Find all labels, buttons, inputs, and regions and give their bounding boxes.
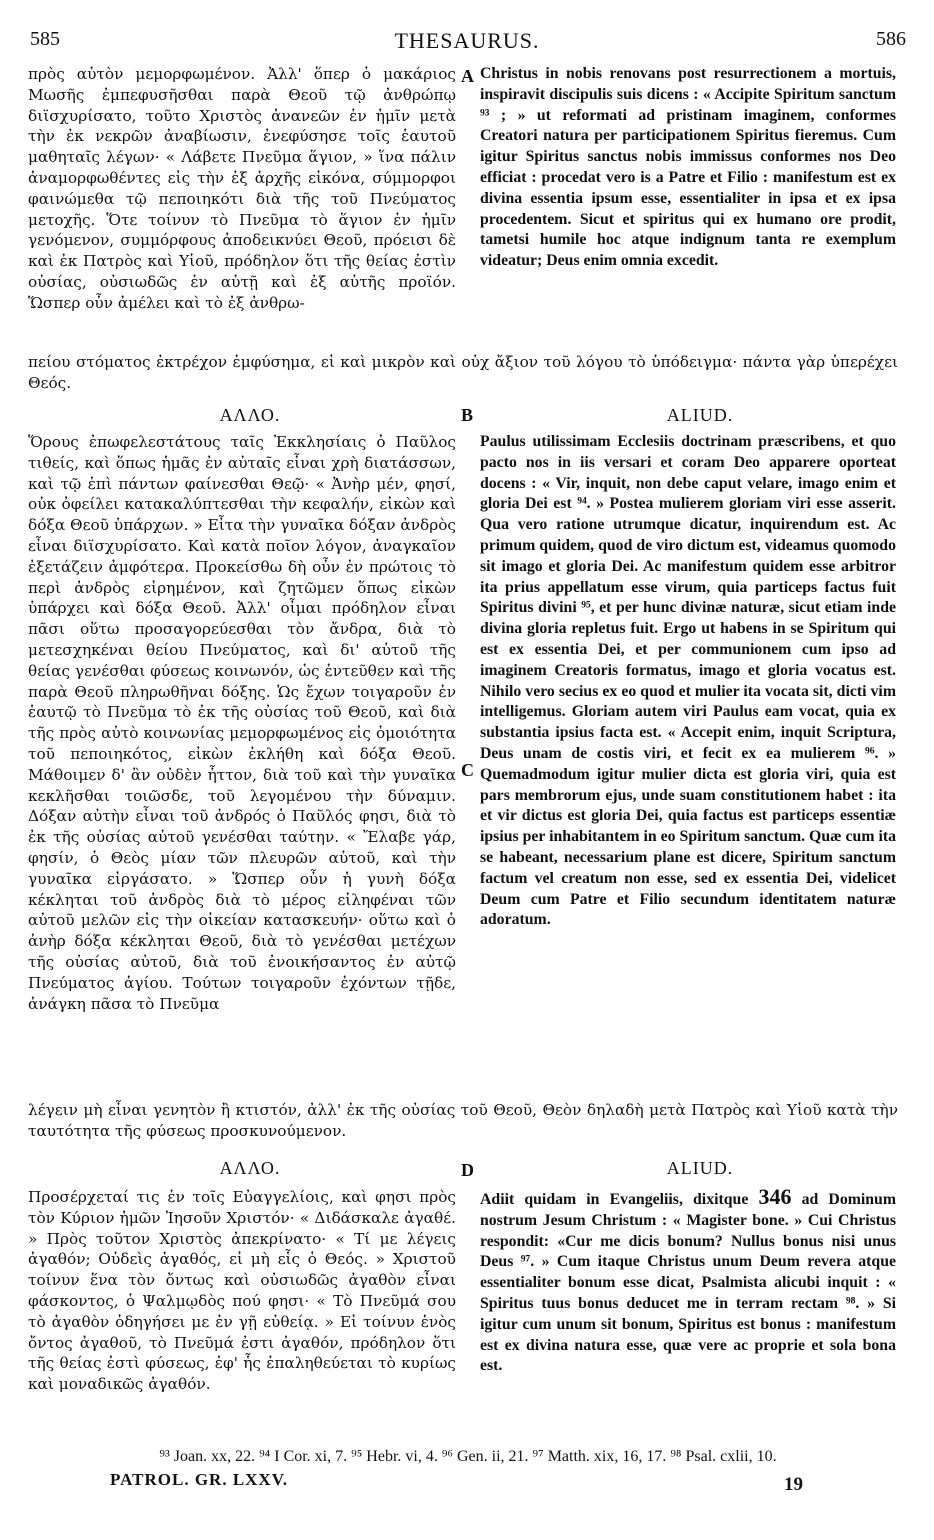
latin-section-heading-3: ALIUD.	[666, 1158, 734, 1178]
latin-text-pre: Adiit quidam in Evangeliis, dixitque	[480, 1191, 759, 1208]
margin-letter-c: C	[461, 760, 474, 780]
latin-section-heading-2: ALIUD.	[666, 405, 734, 425]
latin-column-section-3	[480, 1184, 896, 1377]
greek-column-section-3: Προσέρχεταί τις ἐν τοῖς Εὐαγγελίοις, καὶ φησι πρὸς τὸν Κύριον ἡμῶν Ἰησοῦν Χριστόν· « Διδάσκαλε ἀγαθέ. » Πρὸς τοῦτον Χριστὸς ἀπεκρίνατο· « Τί με λέγεις ἀγαθόν; Οὐδεὶς ἀγαθός, εἰ μὴ εἷς ὁ Θεός. » Χριστοῦ τοίνυν ἕνα τὸν ὄντως καὶ οὐσιωδῶς ἀγαθὸν εἶναι φάσκοντος, ὁ Ψαλμῳδὸς πού φησι· « Τὸ Πνεῦμά σου τὸ ἀγαθὸν ὁδηγήσει με ἐν γῇ εὐθείᾳ. » Εἰ τοίνυν ἑνὸς ὄντος ἀγαθοῦ, τὸ Πνεῦμά ἐστι ἀγαθόν, πρόδηλον ὅτι τῆς θείας ἐστὶ φύσεως, ἐφ' ἧς ἐπαληθεύεται τὸ κυρίως καὶ μοναδικῶς ἀγαθόν.	[28, 1188, 456, 1394]
greek-full-width-block-1: πείου στόματος ἐκτρέχον ἐμφύσημα, εἰ καὶ μικρὸν καὶ οὐχ ἄξιον τοῦ λόγου τὸ ὑπόδειγμα· πάντα γὰρ ὑπερέχει Θεός.	[28, 353, 898, 392]
patrology-reference: PATROL. GR. LXXV.	[110, 1470, 289, 1489]
greek-section-heading-3: ΑΛΛΟ.	[219, 1158, 281, 1178]
margin-letter-b: B	[461, 405, 474, 425]
footnotes: ⁹³ Joan. xx, 22. ⁹⁴ I Cor. xi, 7. ⁹⁵ Hebr. vi, 4. ⁹⁶ Gen. ii, 21. ⁹⁷ Matth. xix, 16, 17. ⁹⁸ Psal. cxlii, 10.	[159, 1448, 777, 1465]
margin-letter-a: A	[461, 66, 474, 86]
column-number: 346	[758, 1184, 792, 1209]
signature-mark: 19	[784, 1474, 803, 1495]
right-page-number: 586	[876, 28, 906, 50]
greek-section-heading-2: ΑΛΛΟ.	[219, 405, 281, 425]
latin-text-post: ad Dominum nostrum Jesum Christum : « Magister bone. » Cui Christus respondit: «Cur me dicis bonum? Nullus bonus nisi unus Deus ⁹⁷. » Cum itaque Christus unum Deum revera atque essentialiter bonum esse dicat, Psalmista alicubi inquit : « Spiritus tuus bonus deducet me in terram rectam ⁹⁸. » Si igitur cum unum sit bonum, Spiritus est bonus : manifestum est ex divina natura esse, quæ vere ac proprie et sola bona est.	[480, 1191, 896, 1375]
left-page-number: 585	[30, 28, 60, 50]
margin-letter-d: D	[461, 1160, 474, 1180]
greek-column-section-2: Ὅρους ἐπωφελεστάτους ταῖς Ἐκκλησίαις ὁ Παῦλος τιθείς, καὶ ὅπως ἡμᾶς ἐν αὐταῖς εἶναι χρὴ διατάσσων, καὶ τῷ ἐπὶ πάντων φαίνεσθαι Θεῷ· « Ἀνὴρ μέν, φησί, οὐκ ὀφείλει κατακαλύπτεσθαι τὴν κεφαλήν, εἰκὼν καὶ δόξα Θεοῦ ὑπάρχων. » Εἶτα τὴν γυναῖκα δόξαν ἀνδρὸς εἶναι διϊσχυρίσατο. Καὶ κατὰ ποῖον λόγον, ἀναγκαῖον ἐξετάζειν ἀμφότερα. Προκείσθω δὴ οὖν ἐν πρώτοις τὸ περὶ ἀνδρὸς εἰρημένον, καὶ ζητῶμεν ὅπως εἰκὼν ὑπάρχει καὶ δόξα Θεοῦ. Ἀλλ' οἶμαι πρόδηλον εἶναι πᾶσι οὕτω προσαγορεύεσθαι τὸν ἄνδρα, διὰ τὸ μετεσχηκέναι θείου Πνεύματος, καὶ δι' αὐτοῦ τῆς θείας γενέσθαι φύσεως κοινωνόν, ὡς ἐντεῦθεν καὶ τῆς παρὰ Θεοῦ πληρωθῆναι δόξης. Ὡς ἔχων τοιγαροῦν ἐν ἑαυτῷ τὸ Πνεῦμα τὸ ἐκ τῆς οὐσίας τοῦ Θεοῦ, καὶ διὰ τῆς πρὸς αὐτὸ κοινωνίας μεμορφωμένος εἰς ὁμοιότητα τοῦ πεποιηκότος, εἰκὼν ἐκλήθη καὶ δόξα Θεοῦ. Μάθοιμεν δ' ἂν οὐδὲν ἧττον, διὰ τοῦ καὶ τὴν γυναῖκα κεκλῆσθαι τοιῶσδε, τοῦ λεγομένου τὴν δύναμιν. Δόξαν αὐτὴν εἶναι τοῦ ἀνδρός ὁ Παῦλός φησι, διὰ τὸ ἐκ τῆς οὐσίας αὐτοῦ γενέσθαι ταύτην. « Ἔλαβε γάρ, φησίν, ὁ Θεὸς μίαν τῶν πλευρῶν αὐτοῦ, καὶ τὴν γυναῖκα εἰργάσατο. » Ὥσπερ οὖν ἡ γυνὴ δόξα κέκληται τοῦ ἀνδρὸς διὰ τὸ μέρος εἰληφέναι τῶν αὐτοῦ μελῶν εἰς τὴν οἰκείαν κατασκευήν· οὕτω καὶ ὁ ἀνὴρ δόξα κέκληται Θεοῦ, διὰ τὸ γενέσθαι μετέχων τῆς οὐσίας αὐτοῦ, διὰ τοῦ ἐνοικήσαντος ἐν αὐτῷ Πνεύματος ἁγίου. Τούτων τοιγαροῦν ἐχόντων τῇδε, ἀνάγκη πᾶσα τὸ Πνεῦμα	[28, 433, 456, 1013]
greek-column-block-1: πρὸς αὐτὸν μεμορφωμένον. Ἀλλ' ὅπερ ὁ μακάριος Μωσῆς ἐμπεφυσῆσθαι παρὰ Θεοῦ τῷ ἀνθρώπῳ διϊσχυρίσατο, τοῦτο Χριστὸς ἀνανεῶν ἐν ἡμῖν μετὰ τὴν ἐκ νεκρῶν ἀναβίωσιν, ἐνεφύσησε τοῖς ἑαυτοῦ μαθηταῖς λέγων· « Λάβετε Πνεῦμα ἅγιον, » ἵνα πάλιν ἀναμορφωθέντες εἰς τὴν ἐξ ἀρχῆς εἰκόνα, σύμμορφοι φαινώμεθα τῷ πεποιηκότι διὰ τῆς τοῦ Πνεύματος μετοχῆς. Ὅτε τοίνυν τὸ Πνεῦμα τὸ ἅγιον ἐν ἡμῖν γενόμενον, συμμόρφους ἀποδεικνύει Θεοῦ, πρόεισι δὲ καὶ ἐκ Πατρὸς καὶ Υἱοῦ, πρόδηλον ὅτι τῆς θείας ἐστὶν οὐσίας, οὐσιωδῶς ἐν αὐτῇ καὶ ἐξ αὐτῆς προϊόν. Ὥσπερ οὖν ἀμέλει καὶ τὸ ἐξ ἀνθρω-	[28, 65, 456, 312]
latin-column-block-1: Christus in nobis renovans post resurrectionem a mortuis, inspiravit discipulis suis dicens : « Accipite Spiritum sanctum ⁹³ ; » ut reformati ad pristinam imaginem, conformes Creatori natura per participationem Spiritus fieremus. Cum igitur Spiritus sanctus nobis immissus conformes nos Deo efficiat : procedat vero is a Patre et Filio : manifestum est ex divina essentia ipsum esse, essentialiter in ipsa et ex ipsa procedentem. Sicut et spiritus qui ex humano ore prodit, tametsi humile hoc atque indignum tanta re exemplum videatur; Deus enim omnia excedit.	[480, 65, 896, 270]
greek-full-width-section-2: λέγειν μὴ εἶναι γενητὸν ἢ κτιστόν, ἀλλ' ἐκ τῆς οὐσίας τοῦ Θεοῦ, Θεὸν δηλαδὴ μετὰ Πατρὸς καὶ Υἱοῦ κατὰ τὴν ταυτότητα τῆς φύσεως προσκυνούμενον.	[28, 1101, 898, 1140]
running-title: THESAURUS.	[394, 28, 540, 53]
latin-column-section-2: Paulus utilissimam Ecclesiis doctrinam præscribens, et quo pacto nos in iis versari et coram Deo apparere oporteat docens : « Vir, inquit, non debe caput velare, imago enim et gloria Dei est ⁹⁴. » Postea mulierem gloriam viri esse asserit. Qua vero ratione utrumque dicatur, inquirendum est. Ac primum quidem, quod de viro dictum est, videamus quomodo sit imago et gloria Dei. Ac manifestum quidem esse arbitror ita prius appellatum esse virum, quia particeps factus fuit Spiritus divini ⁹⁵, et per hunc divinæ naturæ, sicut etiam inde divina gloria repletus fuit. Ergo ut habens in se Spiritum qui est ex essentia Dei, et per communionem cum ipso ad imaginem Creatoris formatus, imago et gloria vocatus est. Nihilo vero secius ex eo quod et mulier ita vocata sit, dicti vim intelligemus. Gloriam autem viri Paulus eam vocat, quia ex substantia ipsius facta est. « Accepit enim, inquit Scriptura, Deus unam de costis viri, et fecit ex ea mulierem ⁹⁶. » Quemadmodum igitur mulier dicta est gloria viri, quia est pars membrorum ejus, unde suam constitutionem habet : ita et vir dictus est gloria Dei, quia factus est particeps essentiæ ipsius per inhabitantem in eo Spiritum sanctum. Quæ cum ita se habeant, necessarium plane est dicere, Spiritum sanctum factum vel creatum non esse, sed ex essentia Dei, videlicet Deum cum Patre et Filio secundum identitatem naturæ adoratum.	[480, 433, 896, 929]
